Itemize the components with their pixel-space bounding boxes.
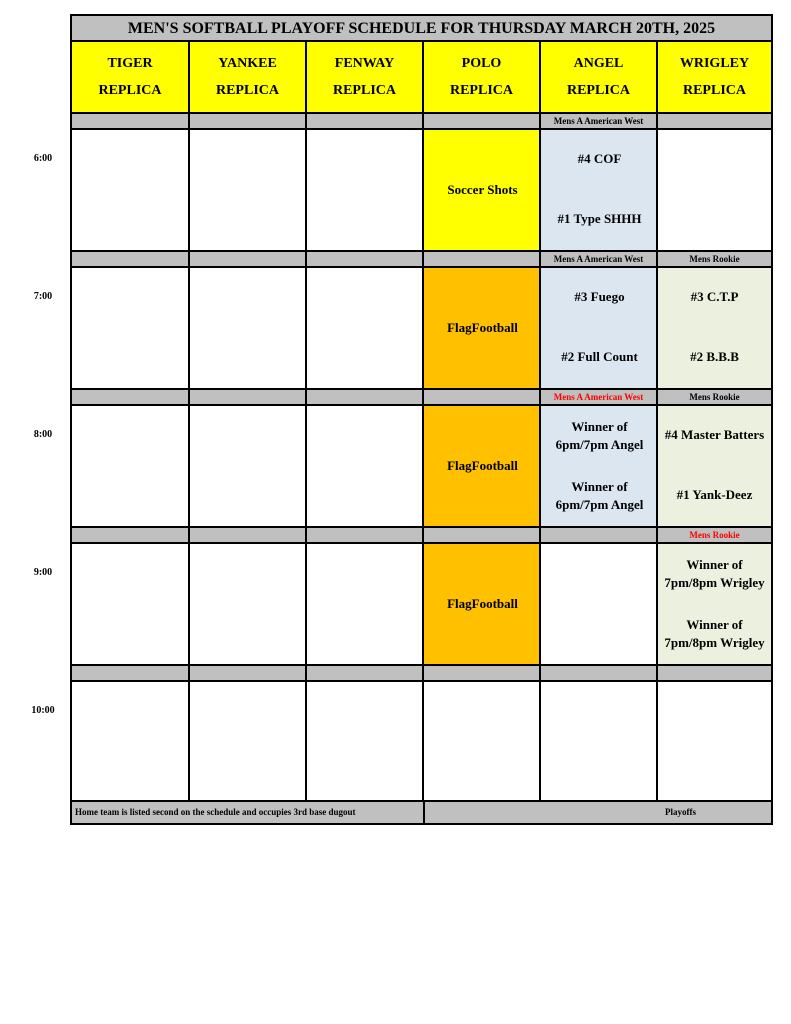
- home-team: #2 Full Count: [561, 349, 638, 364]
- away-team-line2: 6pm/7pm Angel: [555, 437, 644, 452]
- time-label-9pm: 9:00: [33, 567, 53, 578]
- schedule-table: [70, 14, 773, 825]
- field-name: WRIGLEY: [679, 56, 750, 71]
- away-team: #3 Fuego: [574, 289, 625, 304]
- home-team: #1 Type SHHH: [557, 211, 642, 226]
- column-divider: [188, 42, 190, 800]
- field-sub: REPLICA: [332, 83, 396, 98]
- away-team-line2: 7pm/8pm Wrigley: [664, 575, 765, 590]
- division-label-angel-6pm: Mens A American West: [553, 116, 644, 126]
- field-sub: REPLICA: [215, 83, 279, 98]
- game-wrigley-8pm: [658, 406, 771, 526]
- division-label-wrigley-7pm: Mens Rookie: [689, 254, 740, 264]
- division-label-angel-8pm: Mens A American West: [553, 392, 644, 402]
- game-polo-6pm: [424, 130, 541, 250]
- column-divider: [305, 42, 307, 800]
- home-team: #1 Yank-Deez: [676, 487, 753, 502]
- away-team-line1: Winner of: [571, 419, 628, 434]
- time-label-6pm: 6:00: [33, 153, 53, 164]
- time-label-7pm: 7:00: [33, 291, 53, 302]
- game-wrigley-7pm: [658, 268, 771, 388]
- game-polo-8pm: [424, 406, 541, 526]
- home-team-line2: 6pm/7pm Angel: [555, 497, 644, 512]
- away-team: #4 COF: [577, 151, 622, 166]
- game-wrigley-9pm: [658, 544, 771, 664]
- footer-note: Home team is listed second on the schedule and occupies 3rd base dugout: [72, 800, 423, 823]
- column-divider: [422, 42, 424, 800]
- away-team: #3 C.T.P: [690, 289, 739, 304]
- division-label-wrigley-8pm: Mens Rookie: [689, 392, 740, 402]
- field-name: YANKEE: [218, 56, 277, 71]
- field-name: ANGEL: [573, 56, 624, 71]
- field-sub: REPLICA: [449, 83, 513, 98]
- game-angel-8pm: [541, 406, 658, 526]
- footer-label: Playoffs: [425, 800, 771, 823]
- field-name: POLO: [461, 56, 502, 71]
- home-team-line1: Winner of: [686, 617, 743, 632]
- home-team-line2: 7pm/8pm Wrigley: [664, 635, 765, 650]
- field-sub: REPLICA: [566, 83, 630, 98]
- game-label: FlagFootball: [447, 458, 518, 473]
- away-team-line1: Winner of: [686, 557, 743, 572]
- division-label-angel-7pm: Mens A American West: [553, 254, 644, 264]
- game-label: FlagFootball: [447, 320, 518, 335]
- game-label: Soccer Shots: [447, 182, 518, 197]
- field-sub: REPLICA: [98, 83, 162, 98]
- field-name: TIGER: [107, 56, 153, 71]
- time-label-10pm: 10:00: [31, 705, 55, 716]
- schedule-title: MEN'S SOFTBALL PLAYOFF SCHEDULE FOR THURSDAY MARCH 20TH, 2025: [72, 16, 771, 42]
- away-team: #4 Master Batters: [664, 427, 765, 442]
- game-polo-7pm: [424, 268, 541, 388]
- game-angel-6pm: [541, 130, 658, 250]
- game-label: FlagFootball: [447, 596, 518, 611]
- field-name: FENWAY: [334, 56, 395, 71]
- home-team: #2 B.B.B: [690, 349, 739, 364]
- time-label-8pm: 8:00: [33, 429, 53, 440]
- game-angel-7pm: [541, 268, 658, 388]
- game-polo-9pm: [424, 544, 541, 664]
- division-label-wrigley-9pm: Mens Rookie: [689, 530, 740, 540]
- field-sub: REPLICA: [682, 83, 746, 98]
- column-divider: [539, 42, 541, 800]
- column-divider: [656, 42, 658, 800]
- home-team-line1: Winner of: [571, 479, 628, 494]
